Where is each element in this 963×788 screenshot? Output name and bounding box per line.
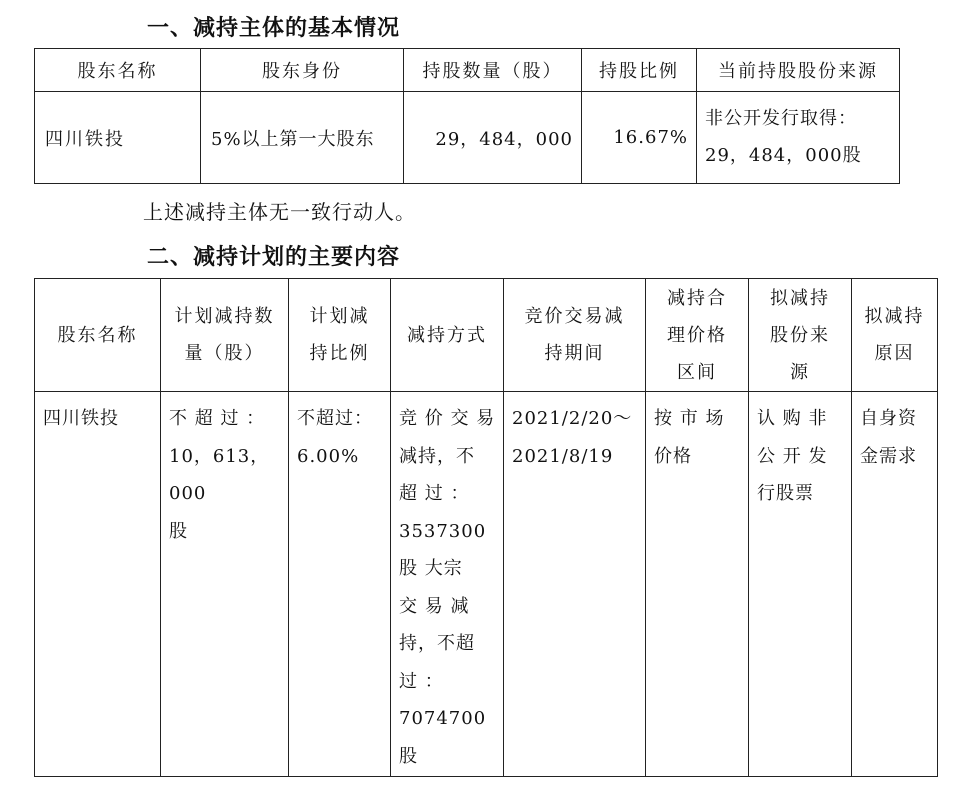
planned-quantity-cell: 不 超 过 ： 10，613，000 股 bbox=[161, 392, 289, 777]
header-cell: 计划减 持比例 bbox=[289, 279, 391, 392]
planned-ratio-cell: 不超过： 6.00% bbox=[289, 392, 391, 777]
header-cell: 减持方式 bbox=[391, 279, 504, 392]
price-range-cell: 按 市 场 价格 bbox=[646, 392, 749, 777]
share-source-cell: 非公开发行取得： 29，484，000股 bbox=[697, 92, 900, 184]
holder-basic-info-table bbox=[34, 48, 900, 184]
bidding-period-cell: 2021/2/20～ 2021/8/19 bbox=[504, 392, 646, 777]
header-cell: 持股比例 bbox=[582, 49, 697, 92]
reduction-method-cell: 竞 价 交 易 减持，不 超 过 ： 3537300 股 大宗 交 易 减 持，不超 过 ： 7074700 股 bbox=[391, 392, 504, 777]
holder-identity-cell: 5%以上第一大股东 bbox=[201, 92, 404, 184]
header-cell: 股东身份 bbox=[201, 49, 404, 92]
header-cell: 减持合 理价格 区间 bbox=[646, 279, 749, 392]
share-source-cell: 认 购 非 公 开 发 行股票 bbox=[749, 392, 852, 777]
header-cell: 拟减持 原因 bbox=[852, 279, 938, 392]
reduction-reason-cell: 自身资 金需求 bbox=[852, 392, 938, 777]
concert-party-note: 上述减持主体无一致行动人。 bbox=[143, 200, 416, 224]
section-2-title: 二、减持计划的主要内容 bbox=[147, 245, 401, 270]
header-cell: 当前持股股份来源 bbox=[697, 49, 900, 92]
table-header-row bbox=[35, 49, 900, 92]
header-cell: 计划减持数 量（股） bbox=[161, 279, 289, 392]
header-cell: 股东名称 bbox=[35, 279, 161, 392]
holding-ratio-cell: 16.67% bbox=[582, 92, 697, 184]
table-row bbox=[35, 92, 900, 184]
table-row bbox=[35, 392, 938, 777]
shares-held-cell: 29，484，000 bbox=[404, 92, 582, 184]
holder-name-cell: 四川铁投 bbox=[35, 392, 161, 777]
section-1-title: 一、减持主体的基本情况 bbox=[147, 16, 401, 41]
header-cell: 股东名称 bbox=[35, 49, 201, 92]
reduction-plan-table bbox=[34, 278, 938, 777]
header-cell: 持股数量（股） bbox=[404, 49, 582, 92]
header-cell: 竞价交易减 持期间 bbox=[504, 279, 646, 392]
table-header-row bbox=[35, 279, 938, 392]
holder-name-cell: 四川铁投 bbox=[35, 92, 201, 184]
header-cell: 拟减持 股份来 源 bbox=[749, 279, 852, 392]
